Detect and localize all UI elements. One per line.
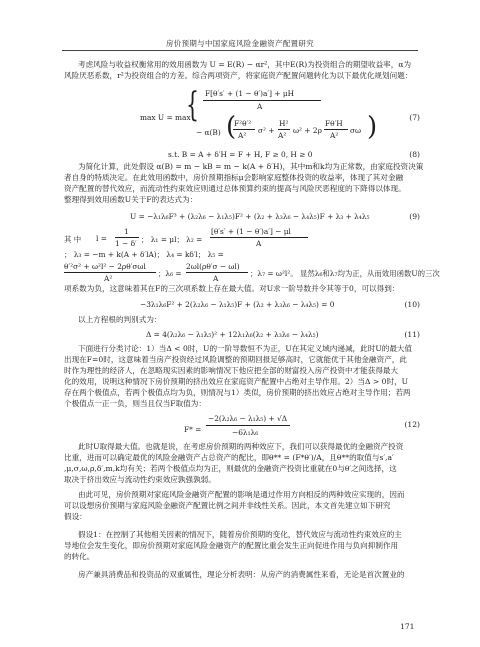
para6-line-3: ,μ,σ,ω,ρ,δ′,m,k均有关；若两个极值点均为正，则最优的金融资产投资比重就在0与θ′之间选择，这 xyxy=(64,464,397,473)
eq7-bar2a xyxy=(233,129,255,130)
header-rule xyxy=(62,50,418,51)
constraint-equation: s.t. B = A + δ′H = F + H, F ≥ 0, H ≥ 0 xyxy=(168,150,313,159)
eq10-number: (10) xyxy=(404,300,420,309)
eq7-number: (7) xyxy=(409,113,420,122)
defs-lam5-bar xyxy=(64,272,156,273)
para2-line-3: 资产配置的替代效应，而流动性约束效应则通过总体预算约束的提高与风险厌恶程度的下降得以体现。 xyxy=(64,184,406,193)
para7-line-1: 由此可见，房价预期对家庭风险金融资产配置的影响是通过作用方向相反的两种效应实现的，因而 xyxy=(78,490,405,499)
hypothesis-1-line-3: 的转化。 xyxy=(64,552,95,561)
eq12-number: (12) xyxy=(404,420,420,429)
defs-lam5-den: A² xyxy=(104,274,113,283)
eq7-term2f: σω xyxy=(350,126,362,135)
para6-line-4: 取决于挤出效应与流动性约束效应孰强孰弱。 xyxy=(64,475,216,484)
eq12-lhs: F* = xyxy=(184,425,202,434)
eq7-den2c: A² xyxy=(278,131,287,140)
eq7-term2d: ω² + 2ρ xyxy=(293,126,322,135)
eq7-num2c: H² xyxy=(279,119,289,128)
defs-lam2-den: A xyxy=(256,239,262,248)
defs-l-den: 1 − δ′ xyxy=(115,239,137,248)
para5-line-5: 存在两个极值点，若两个极值点均为负，则情况与1）类似，房价预期的挤出效应占绝对主导作用；若两 xyxy=(64,388,411,397)
para5-line-1: 下面进行分类讨论：1）当Δ < 0时，U的一阶导数恒不为正，U在其定义域内递减，此时U的最大值 xyxy=(78,344,413,353)
running-title: 房价预期与中国家庭风险金融资产配置研究 xyxy=(165,39,315,48)
para2-line-2: 者自身的特质决定。在此效用函数中，房价预期指标μ会影响家庭整体投资的收益率，体现了其对金融 xyxy=(64,173,404,182)
defs-lam6-den: A xyxy=(213,274,219,283)
page-number: 171 xyxy=(400,622,415,631)
eq12-bar xyxy=(206,425,290,426)
eq11-number: (11) xyxy=(404,330,420,339)
defs-lam6-num: 2ωl(ρθ′σ − ωl) xyxy=(186,262,240,271)
para2-line-1: 为简化计算，此处假设 α(B) = m − kB = m − k(A + δ′H)，其中m和k均为正常数，由家庭投资决策 xyxy=(78,162,424,171)
eq12-num: −2(λ₂λ₆ − λ₁λ₅) + √Δ xyxy=(208,414,288,423)
eq9-number: (9) xyxy=(409,212,420,221)
eq7-bar2c xyxy=(278,129,290,130)
eq7-den2e: A² xyxy=(330,131,339,140)
defs-tail: ；λ₇ = ω²l²。 显然λ₆和λ₇均为正，从而效用函数U的三次 xyxy=(250,269,440,278)
defs-lam6-bar xyxy=(186,272,248,273)
eq7-open-paren: ( xyxy=(226,112,237,142)
para2-line-4: 整理得到效用函数U关于F的表达式为： xyxy=(64,195,198,204)
para9-line-1: 房产兼具消费品和投资品的双重属性，理论分析表明：从房产的消费属性来看，无论是首次置业的 xyxy=(78,570,405,579)
defs-l-num: 1 xyxy=(124,227,129,236)
defs-lam34: ； λ₃ = −m + k(A + δ′lA)； λ₄ = kδ′l； λ₅ = xyxy=(64,250,224,259)
hypothesis-1-line-2: 导地位会发生变化，即房价预期对家庭风险金融资产的配置比重会发生正向促进作用与负向抑制作用 xyxy=(64,541,399,550)
equation-9: U = −λ₁λ₆F³ + (λ₂λ₆ − λ₁λ₅)F² + (λ₂ + λ₃λ₆ − λ₄λ₅)F + λ₃ + λ₄λ₅ xyxy=(130,212,370,221)
eq12-den: −6λ₁λ₆ xyxy=(232,428,259,437)
para5-line-6: 个极值点一正一负，则当且仅当F取值为： xyxy=(64,399,206,408)
defs-l-bar xyxy=(115,237,139,238)
eq7-bar1 xyxy=(203,100,321,101)
eq7-den2a: A² xyxy=(238,131,247,140)
defs-lam1: ； λ₁ = μl； λ₂ = xyxy=(141,235,203,244)
para1-line-2: 风险厌恶系数，r²为投资组合的方差。综合两项资产，将家庭资产配置问题转化为以下最优化规划问题： xyxy=(64,71,413,80)
eq7-close-paren: ) xyxy=(367,112,378,142)
para6-line-1: 此时U取得最大值。也就是说，在考虑房价预期的两种效应下，我们可以获得最优的金融资产投资 xyxy=(78,442,404,451)
defs-l: l = xyxy=(96,234,107,243)
para7-line-3: 假设： xyxy=(64,512,87,521)
para5-line-3: 时作为理性的经济人，在忽略现实因素的影响情况下他应把全部的财富投入房产投资中才能获得最大 xyxy=(64,366,399,375)
hypothesis-1-line-1: 假设1：在控制了其他相关因素的情况下，随着房价预期的变化，替代效应与流动性约束效应的主 xyxy=(78,530,402,539)
para3-line-1: 项系数为负，这意味着其在F的三次项系数上存在最大值。对U求一阶导数并令其等于0，可以得到： xyxy=(64,284,400,293)
eq7-left-brace: { xyxy=(186,85,199,125)
equation-10: −3λ₁λ₆F² + 2(λ₂λ₆ − λ₁λ₅)F + (λ₂ + λ₃λ₆ − λ₄λ₅) = 0 xyxy=(140,300,335,309)
para4-line-1: 以上方程根的判别式为： xyxy=(78,315,162,324)
para5-line-2: 出现在F=0时，这意味着当房产投资经过风险调整的预期回报足够高时，它就能优于其他金融资产，此 xyxy=(64,355,407,364)
eq7-bar2e xyxy=(324,129,348,130)
eq7-lhs: max U = max xyxy=(140,113,191,122)
para1-line-1: 考虑风险与收益权衡常用的效用函数为 U = E(R) − αr²，其中E(R)为投资组合的期望收益率，α为 xyxy=(78,60,412,69)
eq7-num2e: Fθ′H xyxy=(325,119,343,128)
equation-11: Δ = 4(λ₂λ₆ − λ₁λ₅)² + 12λ₁λ₆(λ₂ + λ₃λ₆ − λ₄λ₅) xyxy=(146,330,319,339)
eq7-den1: A xyxy=(257,102,263,111)
defs-lam2-num: [θ′s′ + (1 − θ′)a′] − μl xyxy=(211,227,291,236)
eq7-term2b: σ² + xyxy=(258,126,275,135)
constraint-number: (8) xyxy=(409,150,420,159)
eq7-prefix2: − α(B) xyxy=(196,128,221,137)
defs-lam6: ；λ₆ = xyxy=(158,269,182,278)
para5-line-4: 化的效用，说明这种情况下房价预期的挤出效应在家庭资产配置中占绝对主导作用。2）当Δ > 0时，U xyxy=(64,377,409,386)
defs-lead: 其 中 xyxy=(64,235,82,244)
eq7-num1: F[θ′s′ + (1 − θ′)a′] + μH xyxy=(205,89,295,98)
defs-lam5-num: θ′²σ² + ω²l² − 2ρθ′σωl xyxy=(64,262,146,271)
para6-line-2: 比重，进而可以确定最优的风险金融资产占总资产的配比，即θ** = (F*θ′)/A，且θ**的取值与s′,a′ xyxy=(64,453,394,462)
para7-line-2: 可以设想房价预期与家庭风险金融资产配置比例之间并非线性关系。因此，本文首先建立如下研究 xyxy=(64,501,391,510)
defs-lam2-bar xyxy=(210,237,308,238)
eq7-num2a: F²θ′² xyxy=(234,119,252,128)
